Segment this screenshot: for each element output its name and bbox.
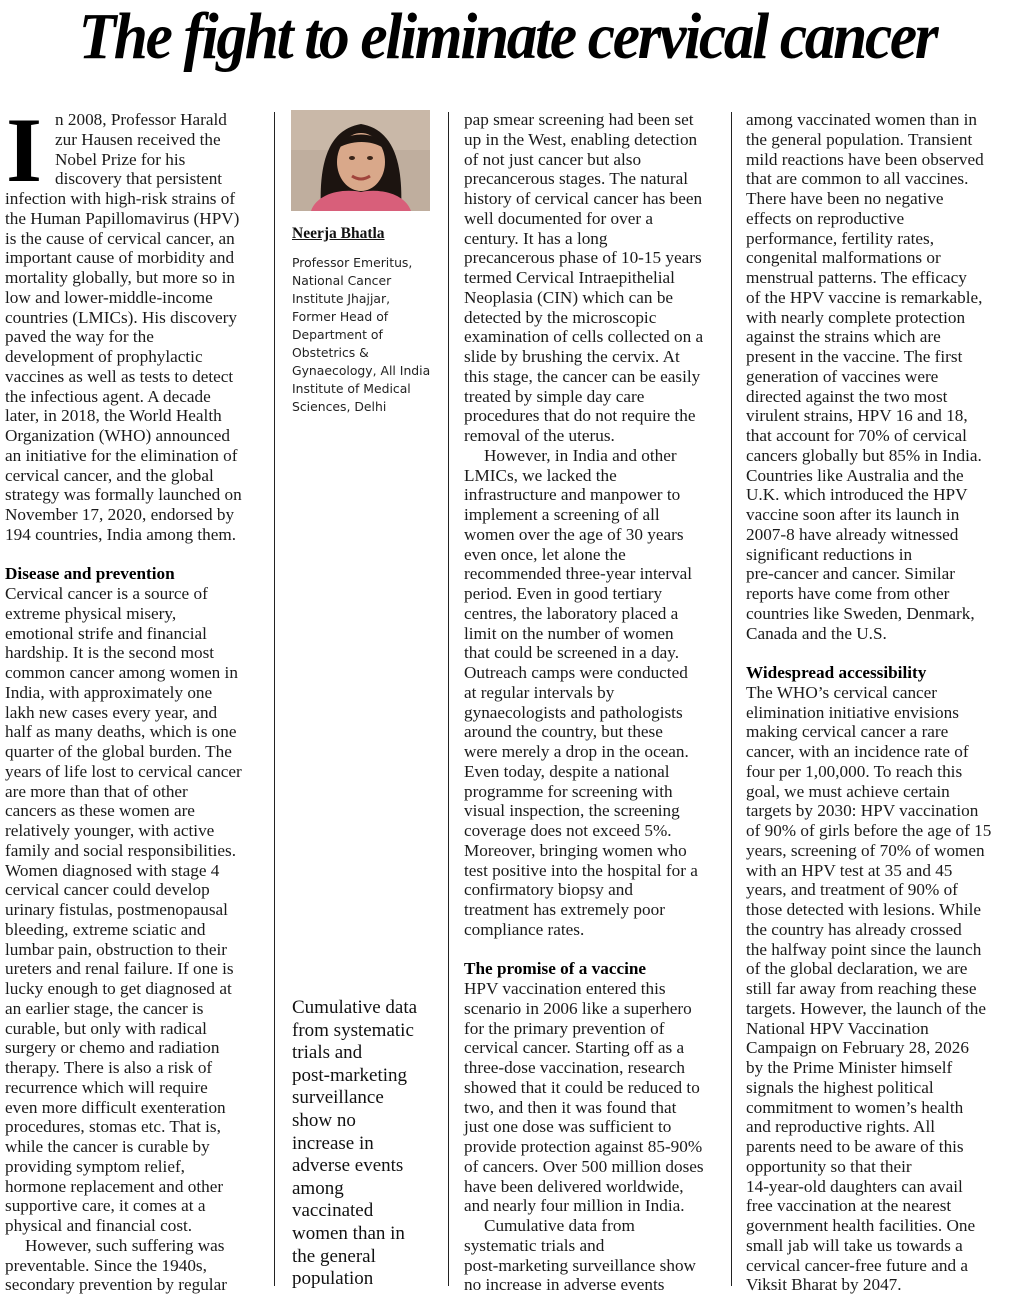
article-text-line: removal of the uterus. <box>464 426 615 445</box>
article-text-line: HPV vaccination entered this <box>464 979 666 998</box>
article-text-line: cervical cancer could develop <box>5 880 210 900</box>
article-text-line: urinary fistulas, postmenopausal <box>5 900 228 919</box>
article-text-line: the halfway point since the launch <box>746 939 982 959</box>
article-text-line: supportive care, it comes at a <box>5 1196 206 1216</box>
article-text-line: development of prophylactic <box>5 347 203 366</box>
article-text-line: opportunity so that their <box>746 1156 912 1176</box>
article-text-line: history of cervical cancer has been <box>464 189 703 208</box>
article-column-4 <box>746 110 1008 1295</box>
article-text-line: physical and financial cost. <box>5 1216 193 1235</box>
article-text-line: Even today, despite a national <box>464 761 670 781</box>
author-bio-line: Gynaecology, All India <box>292 363 431 378</box>
article-text-line: the Human Papillomavirus (HPV) <box>5 208 240 228</box>
article-text-line: precancerous stages. The natural <box>464 169 688 189</box>
pull-quote-line: among <box>292 1177 344 1199</box>
article-text-line: gynaecologists and pathologists <box>464 702 683 722</box>
article-text-line: termed Cervical Intraepithelial <box>464 268 675 287</box>
pull-quote-line: adverse events <box>292 1155 404 1177</box>
article-text-line: extreme physical misery, <box>5 603 177 623</box>
author-bio-line: Institute of Medical <box>292 381 411 396</box>
author-bio <box>292 254 442 416</box>
article-text-line: Moreover, bringing women who <box>464 840 687 860</box>
section-subheading: Disease and prevention <box>5 564 175 584</box>
article-text-line: Outreach camps were conducted <box>464 663 688 682</box>
article-column-3 <box>464 110 726 1295</box>
article-text-line: of not just cancer but also <box>464 149 642 169</box>
article-text-line: secondary prevention by regular <box>5 1275 227 1295</box>
article-text-line: treatment has extremely poor <box>464 900 665 919</box>
article-text-line: are more than that of other <box>5 781 188 801</box>
article-text-line: and nearly four million in India. <box>464 1196 685 1216</box>
author-bio-line: Former Head of <box>292 309 389 324</box>
article-text-line: congenital malformations or <box>746 248 941 268</box>
article-text-line: lumbar pain, obstruction to their <box>5 939 227 959</box>
article-text-line: of 90% of girls before the age of 15 <box>746 821 992 840</box>
article-text-line: There have been no negative <box>746 189 944 208</box>
article-text-line: cancers globally but 85% in India. <box>746 445 982 465</box>
article-text-line: free vaccination at the nearest <box>746 1196 952 1216</box>
article-text-line: around the country, but these <box>464 722 663 742</box>
article-text-line: showed that it could be reduced to <box>464 1077 700 1097</box>
article-text-line: performance, fertility rates, <box>746 228 935 248</box>
article-text-line: for the primary prevention of <box>464 1018 665 1038</box>
pull-quote-line: from systematic <box>292 1019 414 1041</box>
author-portrait-icon <box>291 110 430 211</box>
article-text-line: and reproductive rights. All <box>746 1117 936 1137</box>
pull-quote-line: post-marketing <box>292 1064 408 1086</box>
article-text-line: The WHO’s cervical cancer <box>746 682 938 702</box>
article-text-line: years of life lost to cervical cancer <box>5 761 242 781</box>
article-text-line: that account for 70% of cervical <box>746 426 967 445</box>
article-text-line: treated by simple day care <box>464 386 645 406</box>
article-text-line: implement a screening of all <box>464 505 660 524</box>
article-text-line: preventable. Since the 1940s, <box>5 1255 207 1275</box>
author-bio-line: National Cancer <box>292 273 392 288</box>
article-text-line: vaccine soon after its launch in <box>746 505 960 524</box>
article-text-line: vaccines as well as tests to detect <box>5 366 234 386</box>
article-text-line: Viksit Bharat by 2047. <box>746 1275 902 1295</box>
article-text-line: therapy. There is also a risk of <box>5 1058 213 1077</box>
author-bio-line: Professor Emeritus, <box>292 255 413 270</box>
pull-quote-line: the general <box>292 1245 376 1267</box>
article-text-line: However, in India and other <box>484 445 677 465</box>
article-text-line: systematic trials and <box>464 1235 605 1255</box>
article-text-line: India, with approximately one <box>5 682 213 702</box>
article-text-line: while the cancer is curable by <box>5 1137 210 1156</box>
column-divider <box>448 112 449 1286</box>
article-text-line: parents need to be aware of this <box>746 1137 964 1156</box>
headline: The fight to eliminate cervical cancer <box>78 0 937 73</box>
article-text-line: were merely a drop in the ocean. <box>464 742 689 761</box>
article-text-line: targets. However, the launch of the <box>746 998 987 1018</box>
article-text-line: U.K. which introduced the HPV <box>746 485 968 505</box>
article-text-line: curable, but only with radical <box>5 1018 207 1038</box>
article-text-line: recurrence which will require <box>5 1077 208 1097</box>
article-text-line: three-dose vaccination, research <box>464 1058 685 1077</box>
article-text-line: still far away from reaching these <box>746 979 977 998</box>
article-text-line: cervical cancer, and the global <box>5 465 214 485</box>
article-text-line: discovery that persistent <box>55 169 223 189</box>
article-text-line: hormone replacement and other <box>5 1176 224 1196</box>
article-text-line: surgery or chemo and radiation <box>5 1038 220 1058</box>
article-text-line: Countries like Australia and the <box>746 465 964 485</box>
article-text-line: Cervical cancer is a source of <box>5 584 208 603</box>
article-text-line: the country has already crossed <box>746 919 962 939</box>
article-text-line: small jab will take us towards a <box>746 1235 963 1255</box>
article-text-line: providing symptom relief, <box>5 1156 185 1176</box>
column-divider <box>731 112 732 1286</box>
article-text-line: signals the highest political <box>746 1077 934 1097</box>
article-text-line: significant reductions in <box>746 544 913 564</box>
article-text-line: reports have come from other <box>746 584 950 603</box>
article-text-line: with an HPV test at 35 and 45 <box>746 860 953 880</box>
pull-quote-line: Cumulative data <box>292 997 418 1018</box>
article-text-line: bleeding, extreme sciatic and <box>5 919 206 939</box>
article-text-line: hardship. It is the second most <box>5 643 215 663</box>
article-text-line: infrastructure and manpower to <box>464 485 681 505</box>
article-text-line: cervical cancer. Starting off as a <box>464 1038 685 1058</box>
article-text-line: directed against the two most <box>746 386 948 406</box>
article-text-line: strategy was formally launched on <box>5 485 242 505</box>
article-text-line: up in the West, enabling detection <box>464 129 698 149</box>
article-text-line: that are common to all vaccines. <box>746 169 969 189</box>
section-subheading: The promise of a vaccine <box>464 959 647 979</box>
article-text-line: family and social responsibilities. <box>5 840 237 860</box>
pull-quote-line: surveillance <box>292 1087 384 1109</box>
article-text-line: quarter of the global burden. The <box>5 742 232 761</box>
article-text-line: Neoplasia (CIN) which can be <box>464 287 674 307</box>
article-text-line: century. It has a long <box>464 228 608 248</box>
section-subheading: Widespread accessibility <box>746 663 927 682</box>
article-text-line: even more difficult exenteration <box>5 1097 226 1117</box>
article-text-line: by the Prime Minister himself <box>746 1058 953 1077</box>
article-text-line: programme for screening with <box>464 781 673 801</box>
article-text-line: infection with high-risk strains of <box>5 189 236 208</box>
article-text-line: of the HPV vaccine is remarkable, <box>746 287 983 307</box>
paragraph-gap <box>746 643 1008 663</box>
article-text-line: just one dose was sufficient to <box>464 1117 672 1137</box>
article-text-line: Organization (WHO) announced <box>5 426 230 445</box>
article-text-line: four per 1,00,000. To reach this <box>746 761 963 781</box>
author-photo <box>291 110 430 211</box>
article-text-line: 194 countries, India among them. <box>5 524 237 544</box>
article-text-line: cervical cancer-free future and a <box>746 1255 968 1275</box>
article-text-line: paved the way for the <box>5 327 154 347</box>
article-text-line: coverage does not exceed 5%. <box>464 821 672 840</box>
article-text-line: half as many deaths, which is one <box>5 722 237 742</box>
author-bio-line: Sciences, Delhi <box>292 399 387 414</box>
article-text-line: centres, the laboratory placed a <box>464 603 679 623</box>
article-text-line: present in the vaccine. The first <box>746 347 963 366</box>
article-text-line: pap smear screening had been set <box>464 110 694 129</box>
article-text-line: post-marketing surveillance show <box>464 1255 696 1275</box>
article-text-line: lucky enough to get diagnosed at <box>5 979 232 998</box>
article-text-line: among vaccinated women than in <box>746 110 977 129</box>
article-text-line: emotional strife and financial <box>5 623 207 643</box>
article-text-line: cancers as these women are <box>5 801 195 821</box>
article-text-line: with nearly complete protection <box>746 307 966 327</box>
article-text-line: n 2008, Professor Harald <box>55 110 227 129</box>
article-text-line: slide by brushing the cervix. At <box>464 347 680 366</box>
article-text-line: years, screening of 70% of women <box>746 840 985 860</box>
pull-quote-line: trials and <box>292 1042 363 1064</box>
author-bio-line: Department of <box>292 327 383 342</box>
article-text-line: LMICs, we lacked the <box>464 465 617 485</box>
article-text-line: common cancer among women in <box>5 663 238 682</box>
pull-quote-line: population <box>292 1268 374 1290</box>
article-text-line: Cumulative data from <box>484 1216 635 1235</box>
article-text-line: the general population. Transient <box>746 129 973 149</box>
article-text-line: well documented for over a <box>464 208 653 228</box>
article-text-line: relatively younger, with active <box>5 821 215 840</box>
article-text-line: effects on reproductive <box>746 208 905 228</box>
article-text-line: important cause of morbidity and <box>5 248 235 268</box>
article-text-line: 14-year-old daughters can avail <box>746 1176 963 1196</box>
paragraph-gap <box>5 545 267 565</box>
article-text-line: menstrual patterns. The efficacy <box>746 268 967 287</box>
pull-quote-line: vaccinated <box>292 1200 374 1222</box>
article-text-line: an initiative for the elimination of <box>5 445 238 465</box>
article-text-line: mortality globally, but more so in <box>5 268 235 287</box>
article-text-line: detected by the microscopic <box>464 307 657 327</box>
pull-quote-line: show no <box>292 1109 356 1131</box>
article-text-line: 2007-8 have already witnessed <box>746 524 959 544</box>
author-bio-line: Obstetrics & <box>292 345 369 360</box>
article-text-line: of cancers. Over 500 million doses <box>464 1156 704 1176</box>
pull-quote-line: women than in <box>292 1222 405 1244</box>
article-text-line: precancerous phase of 10-15 years <box>464 248 702 268</box>
article-text-line: low and lower-middle-income <box>5 287 213 307</box>
article-text-line: provide protection against 85-90% <box>464 1137 703 1156</box>
article-text-line: government health facilities. One <box>746 1216 976 1235</box>
article-text-line: an earlier stage, the cancer is <box>5 998 204 1018</box>
article-text-line: National HPV Vaccination <box>746 1018 929 1038</box>
article-text-line: procedures, stomas etc. That is, <box>5 1117 221 1137</box>
article-text-line: goal, we must achieve certain <box>746 781 950 801</box>
article-text-line: procedures that do not require the <box>464 406 696 426</box>
article-text-line: examination of cells collected on a <box>464 327 704 347</box>
paragraph-gap <box>464 940 726 960</box>
article-text-line: cancer, with an incidence rate of <box>746 742 969 761</box>
article-text-line: November 17, 2020, endorsed by <box>5 505 235 524</box>
author-name[interactable]: Neerja Bhatla <box>292 225 385 242</box>
column-divider <box>274 112 275 1286</box>
article-text-line: pre-cancer and cancer. Similar <box>746 564 955 584</box>
article-text-line: making cervical cancer a rare <box>746 722 949 742</box>
article-text-line: those detected with lesions. While <box>746 900 982 919</box>
article-column-1 <box>5 110 267 1295</box>
article-text-line: women over the age of 30 years <box>464 524 684 544</box>
article-text-line: of the global declaration, we are <box>746 959 968 979</box>
drop-cap-letter: I <box>6 114 42 186</box>
article-text-line: this stage, the cancer can be easily <box>464 366 701 386</box>
article-text-line: Women diagnosed with stage 4 <box>5 860 220 880</box>
article-text-line: later, in 2018, the World Health <box>5 406 222 426</box>
article-text-line: Nobel Prize for his <box>55 149 186 169</box>
article-text-line: generation of vaccines were <box>746 366 939 386</box>
article-text-line: compliance rates. <box>464 919 585 939</box>
article-text-line: elimination initiative envisions <box>746 702 959 722</box>
article-text-line: zur Hausen received the <box>55 129 221 149</box>
article-text-line: recommended three-year interval <box>464 564 693 584</box>
article-text-line: period. Even in good tertiary <box>464 584 663 603</box>
article-text-line: years, and treatment of 90% of <box>746 880 958 900</box>
article-text-line: commitment to women’s health <box>746 1097 964 1117</box>
article-text-line: confirmatory biopsy and <box>464 880 633 900</box>
article-text-line: countries (LMICs). His discovery <box>5 307 237 327</box>
article-text-line: against the strains which are <box>746 327 941 347</box>
article-text-line: two, and then it was found that <box>464 1097 677 1117</box>
article-text-line: scenario in 2006 like a superhero <box>464 998 692 1018</box>
article-text-line: the infectious agent. A decade <box>5 386 211 406</box>
article-text-line: targets by 2030: HPV vaccination <box>746 801 979 821</box>
pull-quote-line: increase in <box>292 1132 374 1154</box>
article-text-line: test positive into the hospital for a <box>464 860 698 880</box>
article-text-line: visual inspection, the screening <box>464 801 680 821</box>
article-text-line: have been delivered worldwide, <box>464 1176 684 1196</box>
article-text-line: Campaign on February 28, 2026 <box>746 1038 969 1058</box>
article-text-line: ureters and renal failure. If one is <box>5 959 234 979</box>
article-text-line: countries like Sweden, Denmark, <box>746 603 975 623</box>
article-text-line: even once, let alone the <box>464 544 626 564</box>
article-text-line: is the cause of cervical cancer, an <box>5 228 235 248</box>
article-text-line: mild reactions have been observed <box>746 149 984 169</box>
article-text-line: that could be screened in a day. <box>464 643 680 663</box>
article-text-line: limit on the number of women <box>464 623 674 643</box>
article-text-line: virulent strains, HPV 16 and 18, <box>746 406 968 426</box>
author-bio-line: Institute Jhajjar, <box>292 291 391 306</box>
article-text-line: Canada and the U.S. <box>746 623 887 643</box>
article-text-line: at regular intervals by <box>464 682 615 702</box>
article-text-line: lakh new cases every year, and <box>5 702 218 722</box>
article-text-line: However, such suffering was <box>25 1235 225 1255</box>
article-text-line: no increase in adverse events <box>464 1275 665 1295</box>
pull-quote <box>292 997 442 1291</box>
